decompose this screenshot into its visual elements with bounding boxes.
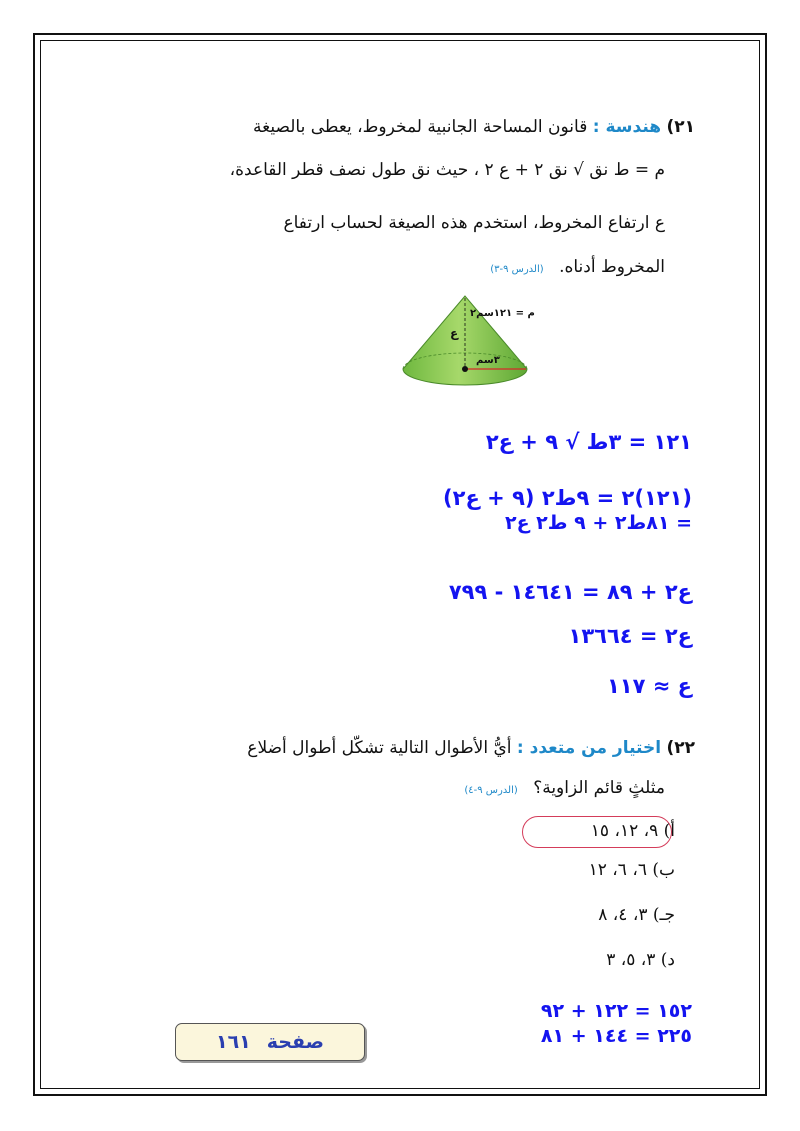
q22-check-line2: ٢٢٥ = ١٤٤ + ٨١ [540, 1025, 692, 1047]
q21-header [253, 117, 695, 137]
q22-option-b[interactable]: ب) ٦، ٦، ١٢ [588, 860, 675, 880]
q21-text-line3: ع ارتفاع المخروط، استخدم هذه الصيغة لحساب ارتفاع [283, 213, 665, 233]
q21-solution-line5: ع٢ = ١٣٦٦٤ [568, 624, 692, 648]
q22-option-c[interactable]: جـ) ٣، ٤، ٨ [598, 905, 675, 925]
q21-text-line4-wrap [490, 257, 665, 277]
cone-area-label: م = ١٢١سم٢ [470, 308, 535, 319]
q22-header [247, 738, 695, 758]
page-label: صفحة [266, 1031, 325, 1053]
cone-center-point [462, 366, 468, 372]
q21-topic: هندسة : [592, 117, 662, 137]
q21-solution-line2: (١٢١)٢ = ٩ط٢ (٩ + ع٢) [443, 486, 692, 510]
cone-figure [400, 294, 590, 394]
q22-option-d[interactable]: د) ٣، ٥، ٣ [606, 950, 675, 970]
page-frame-inner [40, 40, 760, 1089]
q21-text-line1: قانون المساحة الجانبية لمخروط، يعطى بالصيغة [253, 117, 588, 137]
q22-text-line1: أيُّ الأطوال التالية تشكّل أطوال أضلاع [247, 738, 512, 758]
q22-check-line1: ١٥٢ = ١٢٢ + ٩٢ [540, 1000, 692, 1022]
q21-text-line2: م = ط نق √ نق ٢ + ع ٢ ، حيث نق طول نصف قطر القاعدة، [229, 160, 665, 180]
q22-text-line2-wrap [464, 778, 665, 798]
q22-topic: اختيار من متعدد : [516, 738, 662, 758]
page-number-box [175, 1023, 365, 1061]
q22-text-line2: مثلثٍ قائم الزاوية؟ [533, 778, 665, 798]
q21-text-line4: المخروط أدناه. [559, 257, 665, 277]
q21-solution-line3: = ٨١ط٢ + ٩ ط٢ ع٢ [504, 512, 692, 534]
q21-solution-line4: ع٢ + ٨٩ = ١٤٦٤١ - ٧٩٩ [448, 580, 692, 604]
q22-lesson-ref: (الدرس ٩-٤) [464, 785, 518, 796]
q22-option-a[interactable]: أ) ٩، ١٢، ١٥ [590, 821, 675, 841]
cone-height-label: ع [450, 326, 459, 340]
q21-number: ٢١) [666, 117, 695, 137]
q21-lesson-ref: (الدرس ٩-٣) [490, 264, 544, 275]
q21-solution-line1: ١٢١ = ٣ط √ ٩ + ع٢ [485, 430, 692, 454]
cone-radius-label: ٣سم [476, 355, 500, 366]
q21-solution-line6: ع ≈ ١١٧ [606, 674, 692, 698]
page-number: ١٦١ [215, 1031, 251, 1053]
q22-number: ٢٢) [666, 738, 695, 758]
